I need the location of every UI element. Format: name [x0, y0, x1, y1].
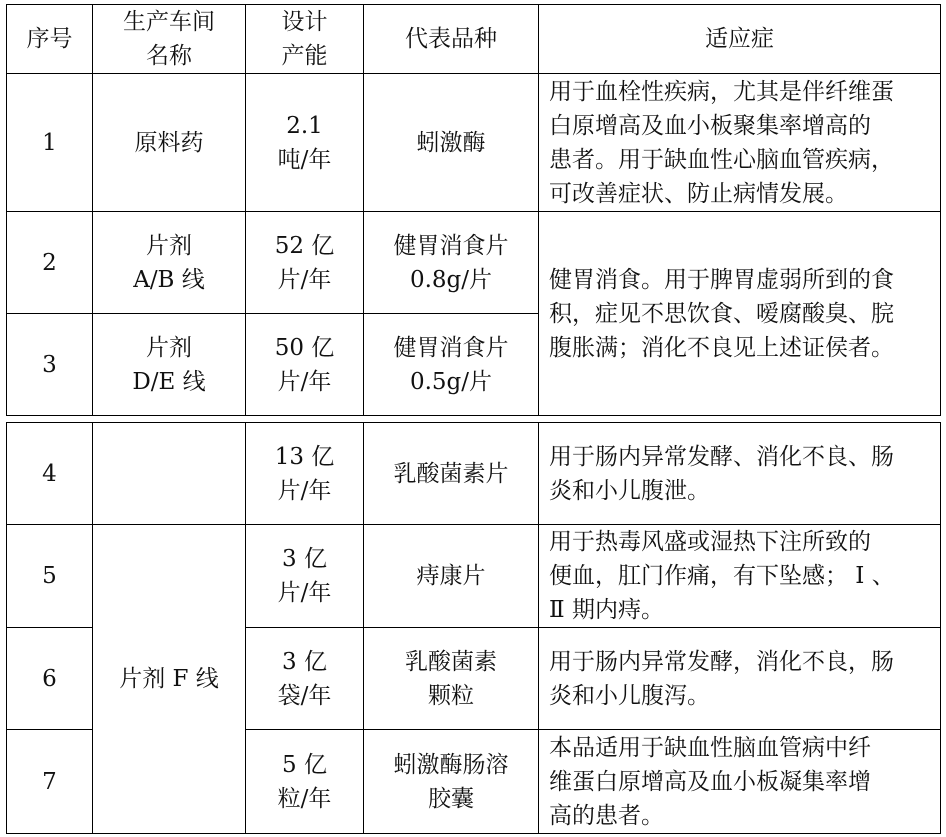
cell-indication: 用于血栓性疾病，尤其是伴纤维蛋 白原增高及血小板聚集率增高的 患者。用于缺血性心脑血管疾病， 可改善症状、防止病情发展。 [539, 74, 941, 212]
cell-no: 4 [7, 423, 93, 525]
cell-indication: 用于肠内异常发酵、消化不良、肠 炎和小儿腹泄。 [539, 423, 941, 525]
header-capacity: 设计 产能 [246, 5, 364, 74]
cell-capacity: 3 亿 袋/年 [246, 628, 364, 730]
cell-indication: 本品适用于缺血性脑血管病中纤 维蛋白原增高及血小板凝集率增 高的患者。 [539, 730, 941, 834]
cell-no: 6 [7, 628, 93, 730]
document-page [6, 4, 940, 834]
cell-capacity: 2.1 吨/年 [246, 74, 364, 212]
table-header-row [7, 5, 941, 74]
cell-product: 乳酸菌素片 [364, 423, 539, 525]
cell-workshop: 片剂 F 线 [93, 525, 246, 834]
header-workshop: 生产车间 名称 [93, 5, 246, 74]
header-product: 代表品种 [364, 5, 539, 74]
cell-no: 2 [7, 212, 93, 314]
table-row [7, 212, 941, 314]
cell-indication: 健胃消食。用于脾胃虚弱所到的食 积，症见不思饮食、嗳腐酸臭、脘 腹胀满；消化不良见上述证侯者。 [539, 212, 941, 416]
cell-product: 健胃消食片 0.8g/片 [364, 212, 539, 314]
cell-workshop: 原料药 [93, 74, 246, 212]
header-no: 序号 [7, 5, 93, 74]
cell-workshop: 片剂 A/B 线 [93, 212, 246, 314]
cell-no: 7 [7, 730, 93, 834]
header-indication: 适应症 [539, 5, 941, 74]
cell-capacity: 3 亿 片/年 [246, 525, 364, 628]
cell-no: 5 [7, 525, 93, 628]
cell-workshop [93, 423, 246, 525]
cell-capacity: 5 亿 粒/年 [246, 730, 364, 834]
cell-product: 蚓激酶肠溶 胶囊 [364, 730, 539, 834]
cell-product: 乳酸菌素 颗粒 [364, 628, 539, 730]
cell-product: 蚓激酶 [364, 74, 539, 212]
cell-no: 1 [7, 74, 93, 212]
cell-capacity: 50 亿 片/年 [246, 314, 364, 416]
cell-indication: 用于肠内异常发酵，消化不良，肠 炎和小儿腹泻。 [539, 628, 941, 730]
product-table [6, 4, 941, 834]
cell-capacity: 13 亿 片/年 [246, 423, 364, 525]
table-row [7, 423, 941, 525]
cell-product: 痔康片 [364, 525, 539, 628]
cell-product: 健胃消食片 0.5g/片 [364, 314, 539, 416]
table-break [7, 416, 941, 423]
cell-indication: 用于热毒风盛或湿热下注所致的 便血，肛门作痛，有下坠感； Ⅰ 、 Ⅱ 期内痔。 [539, 525, 941, 628]
cell-capacity: 52 亿 片/年 [246, 212, 364, 314]
table-row [7, 74, 941, 212]
cell-no: 3 [7, 314, 93, 416]
cell-workshop: 片剂 D/E 线 [93, 314, 246, 416]
table-row [7, 525, 941, 628]
